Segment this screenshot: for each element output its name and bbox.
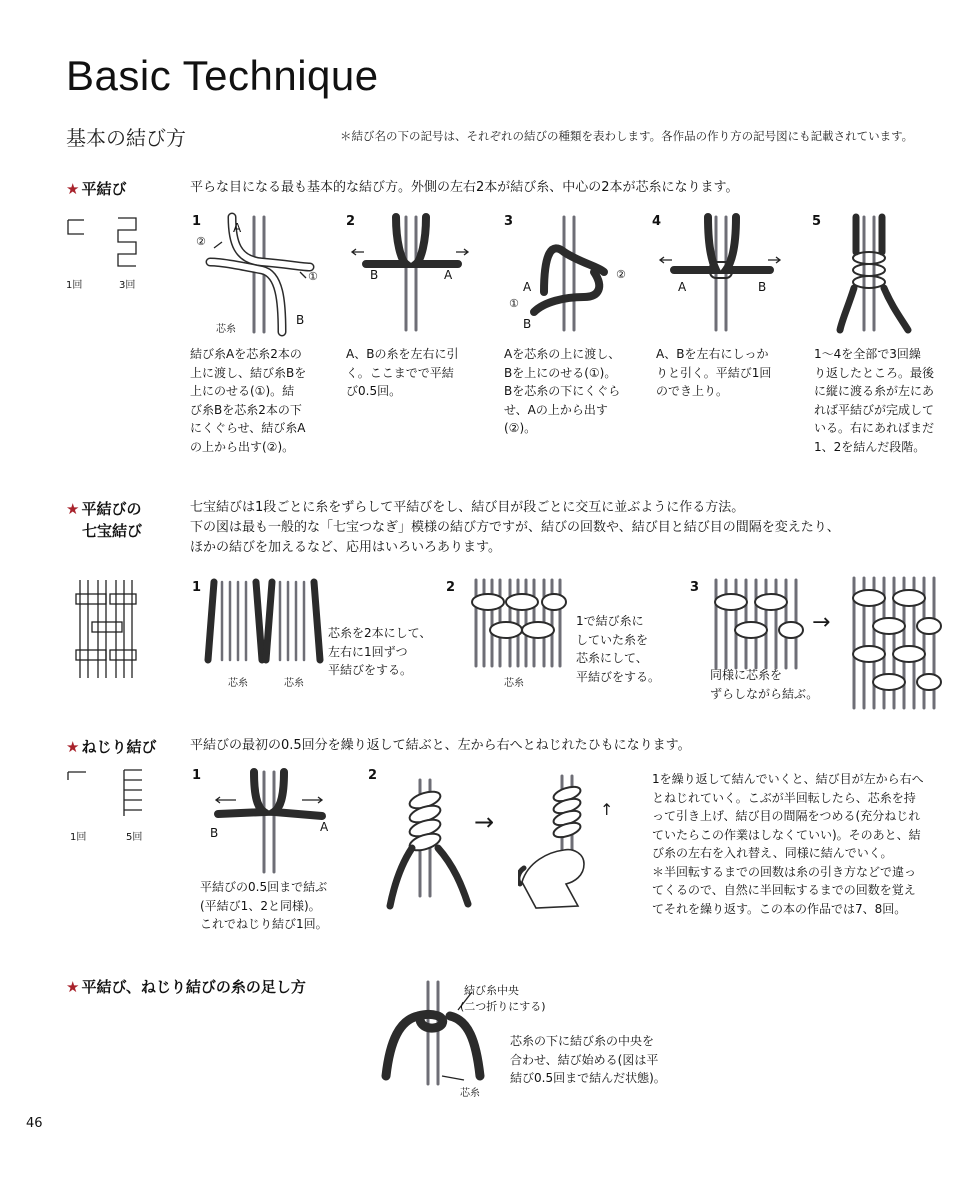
symbol-label: 3回 — [119, 280, 136, 291]
section-description: 平らな目になる最も基本的な結び方。外側の左右2本が結び糸、中心の2本が芯糸になります。 — [190, 180, 739, 195]
cord-label: A — [678, 280, 687, 294]
section-description: 七宝結びは1段ごとに糸をずらして平結びをし、結び目が段ごとに交互に並ぶように作る方法。 下の図は最も一般的な「七宝つなぎ」模様の結び方ですが、結びの回数や、結び目と結び目の間隔を変えたり、 ほかの結びを加えるなど、応用はいろいろあります。 — [190, 500, 840, 555]
arrow-right-icon: → — [474, 808, 495, 836]
step-number: 3 — [690, 580, 700, 595]
step-caption: 1～4を全部で3回繰 り返したところ。最後 に縦に渡る糸が左にあ れば平結びが完成して いる。右にあればまだ 1、2を結んだ段階。 — [814, 347, 935, 454]
shippo-step1-diagram — [200, 578, 325, 670]
section-title-adding-cord: ★ 平結び、ねじり結びの糸の足し方 — [66, 978, 306, 996]
page-number: 46 — [26, 1116, 43, 1131]
step-number: 4 — [652, 214, 662, 229]
twist-knot-step2-diagram — [380, 776, 480, 916]
cord-label: B — [523, 317, 532, 331]
page-title: Basic Technique — [66, 52, 379, 99]
cord-label: 芯糸 — [284, 678, 304, 689]
step-caption: 同様に芯糸を ずらしながら結ぶ。 — [710, 668, 819, 701]
step-caption: 芯糸を2本にして、 左右に1回ずつ 平結びをする。 — [328, 626, 432, 677]
symbol-note: ＊結び名の下の記号は、それぞれの結びの種類を表わします。各作品の作り方の記号図にも記載されています。 — [340, 129, 914, 143]
cord-label: B — [370, 268, 379, 282]
step-marker: ② — [196, 235, 206, 248]
step-number: 2 — [368, 768, 378, 783]
twist-explanation: 1を繰り返して結んでいくと、結び目が左から右へ とねじれていく。こぶが半回転したら、芯糸を持 って引き上げ、結び目の間隔をつめる(充分ねじれ ていたらこの作業はしなくていい)。そのあと、結 び糸の左右を入れ替え、同様に結んでいく。 ＊半回転するまでの回数は糸の引き方などで違っ てくるので、自然に半回転するまでの回数を覚え てそれを繰り返す。この本の作品では7、8回。 — [652, 772, 924, 916]
twist-knot-symbols-icon — [62, 764, 162, 824]
step-caption: 結び糸Aを芯糸2本の 上に渡し、結び糸Bを 上にのせる(①)。結 び糸Bを芯糸2本の下 にくぐらせ、結び糸A の上から出す(②)。 — [190, 347, 307, 454]
cord-label: 芯糸 — [228, 678, 248, 689]
step-number: 1 — [192, 580, 202, 595]
shippo-result-diagram — [846, 574, 946, 714]
step-number: 1 — [192, 768, 202, 783]
star-icon: ★ — [66, 500, 80, 518]
step-caption: 1で結び糸に していた糸を 芯糸にして、 平結びをする。 — [576, 614, 661, 684]
cord-label: B — [758, 280, 767, 294]
cord-label: B — [210, 826, 219, 840]
label-core-cord: 芯糸 — [460, 1088, 480, 1099]
cord-label: A — [523, 280, 532, 294]
flat-knot-step5-diagram — [812, 212, 922, 337]
symbol-label: 1回 — [70, 832, 87, 843]
star-icon: ★ — [66, 978, 80, 996]
cord-label: B — [296, 313, 305, 327]
step-number: 1 — [192, 214, 202, 229]
section-title-twist-knot: ★ ねじり結び — [66, 738, 157, 756]
step-number: 2 — [446, 580, 456, 595]
arrow-right-icon: → — [812, 610, 831, 635]
cord-label: 芯糸 — [504, 678, 524, 689]
label-fold-note: (二つ折りにする) — [460, 1000, 546, 1013]
step-number: 3 — [504, 214, 514, 229]
cord-label: A — [444, 268, 453, 282]
cord-label: A — [320, 820, 329, 834]
step-caption: 平結びの0.5回まで結ぶ (平結び1、2と同様)。 これでねじり結び1回。 — [200, 880, 328, 931]
step-number: 2 — [346, 214, 356, 229]
cord-label: A — [233, 221, 242, 235]
star-icon: ★ — [66, 180, 80, 198]
step-marker: ① — [509, 297, 519, 310]
label-cord-center: 結び糸中央 — [464, 984, 519, 997]
section-title-shippo-line2: 七宝結び — [82, 522, 143, 540]
flat-knot-symbols-icon — [62, 212, 152, 272]
step-number: 5 — [812, 214, 822, 229]
twist-knot-step1-diagram — [206, 768, 336, 876]
symbol-label: 5回 — [126, 832, 143, 843]
star-icon: ★ — [66, 738, 80, 756]
section-title-shippo: ★ 平結びの — [66, 500, 142, 518]
shippo-step3-diagram — [706, 576, 810, 672]
step-marker: ① — [308, 270, 318, 283]
section-description: 平結びの最初の0.5回分を繰り返して結ぶと、左から右へとねじれたひもになります。 — [190, 738, 691, 753]
adding-cord-caption: 芯糸の下に結び糸の中央を 合わせ、結び始める(図は平 結び0.5回まで結んだ状態)。 — [510, 1034, 666, 1085]
flat-knot-step4-diagram — [652, 212, 787, 337]
symbol-label: 1回 — [66, 280, 83, 291]
shippo-step2-diagram — [466, 576, 576, 672]
step-caption: A、Bを左右にしっか りと引く。平結び1回 のでき上り。 — [656, 347, 772, 398]
step-marker: ② — [616, 268, 626, 281]
shippo-symbol-icon — [70, 578, 146, 680]
arrow-up-icon: ↑ — [600, 800, 614, 819]
twist-knot-hand-diagram — [518, 772, 614, 912]
flat-knot-step2-diagram — [346, 212, 476, 337]
section-title-flat-knot: ★ 平結び — [66, 180, 127, 198]
page-subtitle: 基本の結び方 — [66, 126, 186, 150]
cord-label: 芯糸 — [216, 324, 236, 335]
step-caption: Aを芯糸の上に渡し、 Bを上にのせる(①)。 Bを芯糸の下にくぐら せ、Aの上から出す (②)。 — [504, 347, 621, 435]
step-caption: A、Bの糸を左右に引 く。ここまでで平結 び0.5回。 — [346, 347, 459, 398]
